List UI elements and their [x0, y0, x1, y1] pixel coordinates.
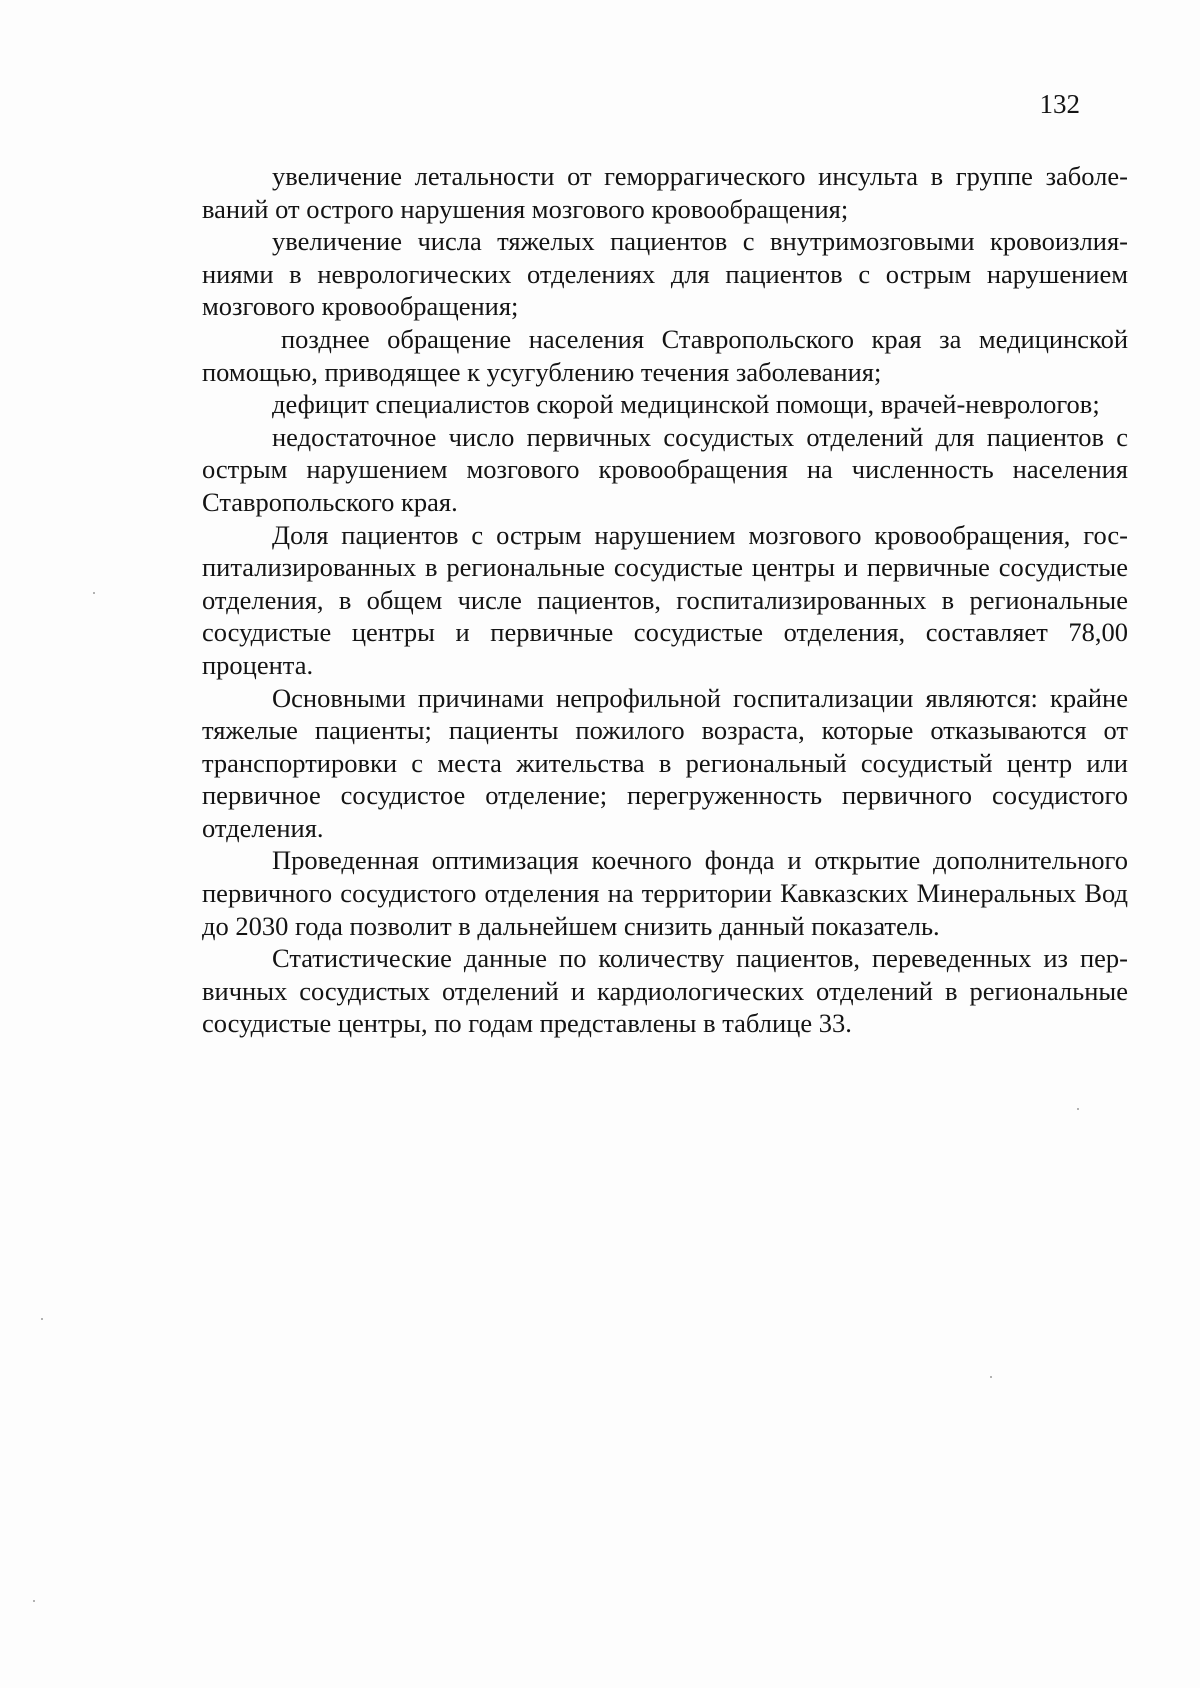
scan-speck	[1077, 1108, 1079, 1110]
body-text	[202, 160, 1128, 1040]
scan-speck	[33, 1600, 35, 1602]
paragraph-nonprofile-reasons: Основными причинами непрофильной госпитализации являются: крайне тяжелые пациенты; пациенты пожилого возраста, которые отказываются от транспортировки с места жительства в региональный сосудистый центр или первичное сосудистое отделение; перегруженность первичного сосудистого отделения.	[202, 682, 1128, 843]
scan-speck	[41, 1318, 43, 1320]
scan-speck	[93, 592, 95, 594]
paragraph-specialist-deficit: дефицит специалистов скорой медицинской помощи, врачей-неврологов;	[272, 389, 1100, 420]
paragraph-late-medical-appeal: позднее обращение населения Ставропольского края за медицинской помощью, приводящее к усугублению течения заболевания;	[202, 323, 1128, 387]
paragraph-hemorrhagic-stroke-mortality: увеличение летальности от геморрагического инсульта в группе заболеваний от острого нарушения мозгового кровообращения;	[202, 161, 1128, 224]
scan-speck	[990, 1376, 992, 1378]
paragraph-statistics-reference: Статистические данные по количеству пациентов, переведенных из первичных сосудистых отделений и кардиологических отделений в региональные сосудистые центры, по годам представлены в таблице 33.	[202, 943, 1128, 1039]
paragraph-insufficient-departments: недостаточное число первичных сосудистых отделений для пациентов с острым нарушением мозгового кровообращения на численность населения Ставропольского края.	[202, 421, 1128, 517]
paragraph-bed-optimization: Проведенная оптимизация коечного фонда и открытие дополнительного первичного сосудистого отделения на территории Кавказских Минеральных Вод до 2030 года позволит в дальнейшем снизить данный показатель.	[202, 845, 1128, 941]
page-number: 132	[1039, 89, 1080, 119]
paragraph-severe-patients: увеличение числа тяжелых пациентов с внутримозговыми кровоизлияниями в неврологических отделениях для пациентов с острым нарушением мозгового кровообращения;	[202, 226, 1128, 322]
paragraph-hospitalization-share: Доля пациентов с острым нарушением мозгового кровообращения, госпитализированных в региональные сосудистые центры и первичные сосудистые отделения, в общем числе пациентов, госпитализированных в региональные сосудистые центры и первичные сосудистые отделения, составляет 78,00 процента.	[202, 519, 1128, 680]
